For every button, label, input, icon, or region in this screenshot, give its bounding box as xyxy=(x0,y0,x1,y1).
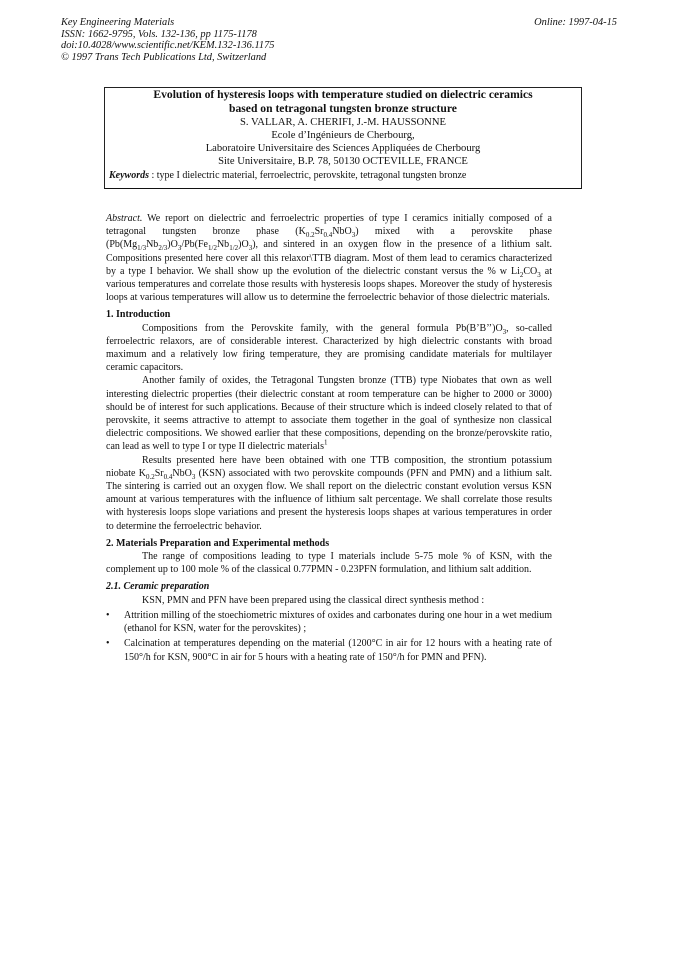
subscript: 3 xyxy=(191,472,196,481)
paragraph-text: Results presented here have been obtained with one TTB composition, the strontium potassium niobate K xyxy=(106,454,552,479)
subscript: 0.2 xyxy=(305,231,315,240)
section-heading-introduction: 1. Introduction xyxy=(106,309,171,321)
subscript: 0.4 xyxy=(323,231,333,240)
bullet-text: Attrition milling of the stoechiometric mixtures of oxides and carbonates during one hour in a wet medium (ethanol for KSN, water for the perovskites) ; xyxy=(124,609,552,635)
subscript: 3 xyxy=(177,244,182,253)
subscript: 1/2 xyxy=(208,244,217,253)
paragraph-text: Sr xyxy=(154,467,164,479)
journal-name: Key Engineering Materials xyxy=(61,17,175,28)
bullet-icon: • xyxy=(106,609,110,621)
title-box xyxy=(104,87,582,189)
bullet-item xyxy=(106,609,552,635)
authors: S. VALLAR, A. CHERIFI, J.-M. HAUSSONNE xyxy=(240,117,446,128)
abstract-text: Sr xyxy=(314,226,324,238)
paper-title-line1: Evolution of hysteresis loops with temperature studied on dielectric ceramics xyxy=(153,88,533,101)
paragraph-text: (KSN) associated with two perovskite compounds (PFN and PMN) and a lithium salt. The sintering is carried out an oxygen flow. We shall report on the dielectric constant evolution versus KSN amount at various temperatures with the influence of lithium salt percentage. We shall correlate those results with hysteresis loops slope variations and present the hysteresis loops shapes at various temperatures in order to determine the ferroelectric behavior. xyxy=(106,467,553,532)
bullet-icon: • xyxy=(106,638,110,650)
abstract-text: )O xyxy=(238,239,249,251)
paragraph-text: Another family of oxides, the Tetragonal Tungsten bronze (TTB) type Niobates that own as well interesting dielectric properties (their dielectric constant at room temperature can be higher to 2000 or 3000) should be of interest for such applications. Because of their structure which is indeed closely related to that of perovskite, it seems attractive to attempt to associate them together in the goal of synthesize non classical dielectric compositions. We showed earlier that these compositions, depending on the bronze/perovskite ratio, can lead as well to type I or type II dielectric materials xyxy=(106,375,552,453)
subscript: 1/3 xyxy=(137,244,147,253)
abstract-text: Nb xyxy=(146,239,159,251)
paper-body xyxy=(106,212,552,666)
abstract-text: ) mixed with a perovskite phase (Pb(Mg xyxy=(106,226,552,251)
paragraph-text: , so-called ferroelectric relaxors, are of considerable interest. Characterized by high dielectric constants with broad maximum and a relatively low firing temperature, they are promising candidate materials for multilayer ceramic capacitors. xyxy=(106,322,553,374)
page-header xyxy=(61,17,617,63)
ceramic-preparation-paragraph: KSN, PMN and PFN have been prepared using the classical direct synthesis method : xyxy=(142,594,485,606)
abstract-text: at various temperatures and correlate those results with hysteresis loops shapes. Moreover the study of hysteresis loops at various temperatures will allow us to determine the ferroelectric behavior of those dielectric materials. xyxy=(106,265,552,304)
keywords-text: : type I dielectric material, ferroelectric, perovskite, tetragonal tungsten bronze xyxy=(149,170,467,181)
footnote-ref: 1 xyxy=(323,439,328,448)
abstract-text: )O xyxy=(167,239,178,251)
abstract-label: Abstract. xyxy=(106,213,143,224)
section-heading-materials: 2. Materials Preparation and Experimental methods xyxy=(106,537,330,549)
keywords-label: Keywords xyxy=(109,170,149,181)
subscript: 2/3 xyxy=(158,244,168,253)
intro-paragraph-3 xyxy=(106,454,552,533)
abstract-paragraph xyxy=(106,212,552,304)
copyright-line: © 1997 Trans Tech Publications Ltd, Switzerland xyxy=(61,51,267,63)
abstract-text: /Pb(Fe xyxy=(181,239,208,251)
bullet-item xyxy=(106,637,552,663)
subscript: 0.2 xyxy=(145,472,155,481)
abstract-text: NbO xyxy=(332,226,352,238)
subscript: 3 xyxy=(351,231,356,240)
subscript: 0.4 xyxy=(163,472,173,481)
subscript: 3 xyxy=(537,270,541,279)
subscript: 3 xyxy=(248,244,253,253)
paragraph-text: Compositions from the Perovskite family, with the general formula Pb(B’B’’)O xyxy=(142,322,503,334)
subscript: 3 xyxy=(502,327,507,336)
affiliation-3: Site Universitaire, B.P. 78, 50130 OCTEVILLE, FRANCE xyxy=(218,156,468,167)
intro-paragraph-2 xyxy=(106,374,552,453)
abstract-text: ), and sintered in an oxygen flow in the presence of a lithium salt. Compositions presented here cover all this relaxor\TTB diagram. Most of them lead to ceramics characterized by a type I behavior. We shall show up the evolution of the dielectric constant versus the % w Li xyxy=(106,239,552,277)
issn-line: ISSN: 1662-9795, Vols. 132-136, pp 1175-1178 xyxy=(61,28,257,40)
subsection-heading-ceramic-preparation: 2.1. Ceramic preparation xyxy=(106,581,210,593)
materials-paragraph: The range of compositions leading to type I materials include 5-75 mole % of KSN, with the complement up to 100 mole % of the classical 0.77PMN - 0.23PFN formulation, and lithium salt addition. xyxy=(106,551,552,576)
intro-paragraph-1 xyxy=(106,322,552,375)
doi-line: doi:10.4028/www.scientific.net/KEM.132-136.1175 xyxy=(61,40,275,52)
affiliation-1: Ecole d’Ingénieurs de Cherbourg, xyxy=(271,130,415,141)
subscript: 1/2 xyxy=(229,244,239,253)
abstract-text: CO xyxy=(523,265,538,277)
paper-title-line2: based on tetragonal tungsten bronze structure xyxy=(229,102,457,115)
online-date: Online: 1997-04-15 xyxy=(534,17,617,28)
abstract-text: We report on dielectric and ferroelectric properties of type I ceramics initially composed of a tetragonal tungsten bronze phase (K xyxy=(106,213,552,238)
affiliation-2: Laboratoire Universitaire des Sciences Appliquées de Cherbourg xyxy=(205,143,481,154)
bullet-text: Calcination at temperatures depending on the material (1200°C in air for 12 hours with a heating rate of 150°/h for KSN, 900°C in air for 5 hours with a heating rate of 150°/h for PMN and PFN). xyxy=(124,638,552,663)
keywords-line xyxy=(109,170,577,182)
subscript: 2 xyxy=(519,270,524,279)
abstract-text: Nb xyxy=(216,239,230,251)
paragraph-text: NbO xyxy=(172,467,192,479)
